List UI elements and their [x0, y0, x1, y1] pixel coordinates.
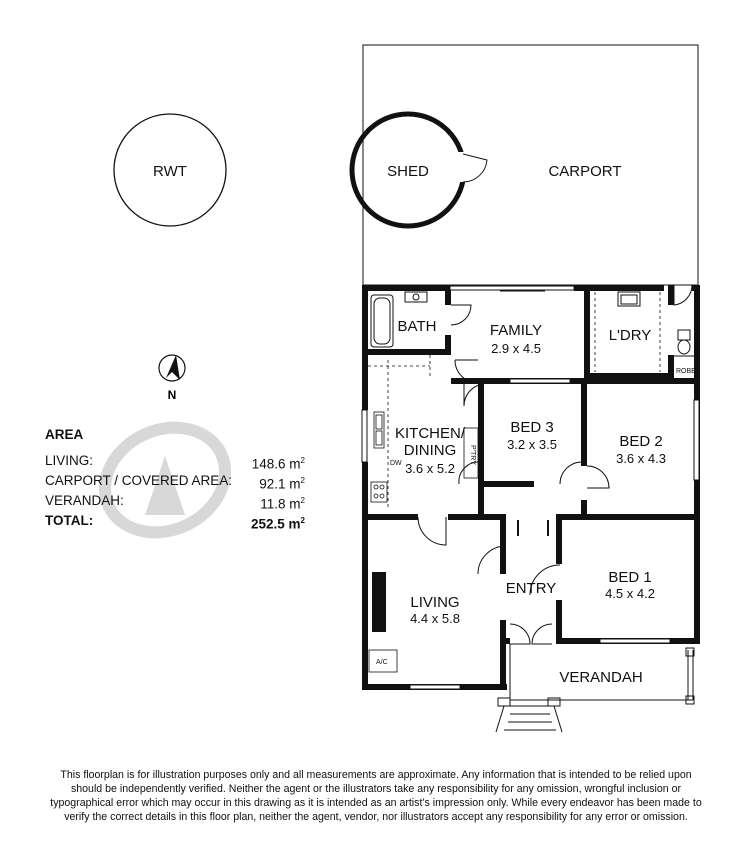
front-steps-icon	[496, 698, 562, 732]
pantry-label: P'TRY	[469, 445, 476, 465]
area-value: 11.8 $m^2$	[260, 496, 305, 512]
bed2-size: 3.6 x 4.3	[616, 451, 666, 466]
basin-icon	[405, 292, 427, 302]
bed1-size: 4.5 x 4.2	[605, 586, 655, 601]
bath-label: BATH	[397, 318, 437, 335]
area-label: CARPORT / COVERED AREA:	[45, 473, 233, 488]
area-row-carport	[45, 471, 305, 491]
robe-label: ROBE	[676, 368, 696, 375]
dishwasher-label: DW	[390, 460, 402, 467]
area-heading: AREA	[45, 427, 84, 442]
verandah-label: VERANDAH	[559, 669, 643, 686]
ac-label: A/C	[376, 659, 388, 666]
bed3-size: 3.2 x 3.5	[507, 437, 557, 452]
bed2-label: BED 2	[619, 433, 663, 450]
bed1-label: BED 1	[608, 569, 652, 586]
fireplace-icon	[372, 572, 386, 632]
area-label: VERANDAH:	[45, 493, 124, 508]
bed3-label: BED 3	[510, 419, 554, 436]
area-row-living	[45, 451, 305, 471]
living-size: 4.4 x 5.8	[410, 611, 460, 626]
kitchen-label-line2: DINING	[403, 442, 457, 459]
area-row-total	[45, 511, 305, 531]
kitchen-size: 3.6 x 5.2	[405, 461, 455, 476]
laundry-label: L'DRY	[608, 327, 652, 344]
area-value: 148.6 $m^2$	[251, 456, 305, 472]
rwt-label: RWT	[153, 163, 187, 180]
area-value: 92.1 $m^2$	[259, 476, 305, 492]
north-label: N	[167, 388, 177, 402]
laundry-trough-icon	[618, 292, 640, 306]
living-label: LIVING	[410, 594, 460, 611]
shed-door-icon	[463, 154, 487, 182]
toilet-icon	[678, 330, 690, 354]
family-size: 2.9 x 4.5	[491, 341, 541, 356]
disclaimer-text: This floorplan is for illustration purposes only and all measurements are approximate. Any information that is intended to be relied upon should be independently verified. Neither the agent or the illustrators take any responsibility for any omission, wrongful inclusion or typographical error which may occur in this drawing as it is intended as an artist’s impression only. While every endeavor has been made to verify the correct details in this floor plan, neither the agent, vendor, nor illustrators accept any responsibility for any error or omission.	[50, 769, 702, 823]
bathtub-icon	[371, 295, 393, 347]
area-total-label: TOTAL:	[45, 513, 94, 528]
area-summary	[45, 425, 305, 531]
north-arrow-icon	[159, 355, 185, 381]
carport-label: CARPORT	[548, 163, 622, 180]
area-total-value: 252.5 $m^2$	[250, 516, 305, 532]
area-row-verandah	[45, 491, 305, 511]
kitchen-label-line1: KITCHEN/	[394, 425, 466, 442]
entry-label: ENTRY	[505, 580, 557, 597]
area-label: LIVING:	[45, 453, 94, 468]
family-label: FAMILY	[489, 322, 543, 339]
shed-label: SHED	[387, 163, 429, 180]
